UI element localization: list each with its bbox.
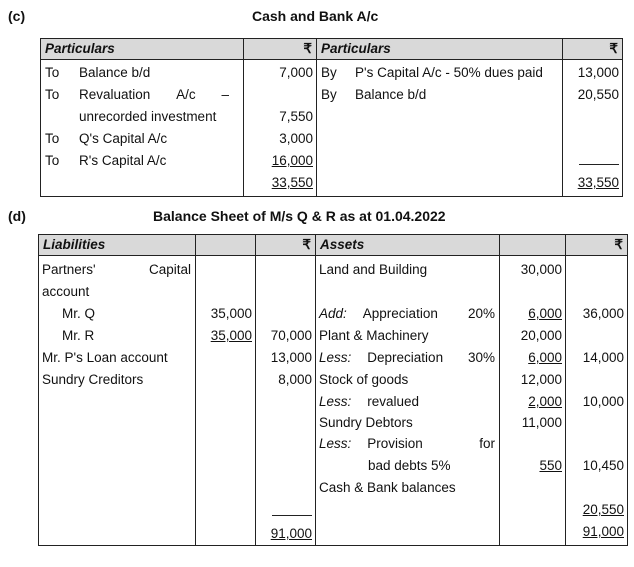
assets-outer-amounts <box>566 256 628 546</box>
asset-text: Sundry Debtors <box>319 415 413 430</box>
liabilities-total: 91,000 <box>270 526 312 541</box>
amount: 7,550 <box>279 109 313 124</box>
asset-text: Provision <box>367 436 423 451</box>
liabilities-outer-amounts <box>256 256 316 546</box>
entry-prefix: To <box>45 65 60 80</box>
asset-modifier: Add: <box>319 306 347 321</box>
amount: 70,000 <box>270 328 312 343</box>
rupee-icon: ₹ <box>563 39 623 60</box>
entry-text: Balance b/d <box>79 65 151 80</box>
liability-text: Mr. R <box>62 328 95 343</box>
entry-text: R's Capital A/c <box>79 153 167 168</box>
asset-text: Depreciation <box>367 350 444 365</box>
rupee-icon: ₹ <box>256 235 316 256</box>
amount: 14,000 <box>582 350 624 365</box>
amount: 2,000 <box>528 394 562 409</box>
entry-text: P's Capital A/c - 50% dues paid <box>355 65 543 80</box>
amount: 550 <box>539 458 562 473</box>
entry-prefix: By <box>321 87 337 102</box>
bs-body-row <box>39 256 628 546</box>
credit-particulars <box>317 60 563 197</box>
amount: 35,000 <box>210 306 252 321</box>
balance-sheet-title: Balance Sheet of M/s Q & R as at 01.04.2022 <box>153 208 446 224</box>
amount: 10,450 <box>582 458 624 473</box>
cash-header-row <box>41 39 623 60</box>
asset-text: Cash & Bank balances <box>319 480 456 495</box>
amount: 12,000 <box>520 372 562 387</box>
liability-text: Mr. Q <box>62 306 95 321</box>
amount: 13,000 <box>577 65 619 80</box>
asset-text: bad debts 5% <box>368 458 451 473</box>
assets-inner-amounts <box>500 256 566 546</box>
credit-total: 33,550 <box>577 175 619 190</box>
asset-text: 20% <box>467 306 495 321</box>
header-assets: Assets <box>316 235 500 256</box>
asset-modifier: Less: <box>319 350 352 365</box>
amount: 30,000 <box>520 262 562 277</box>
amount: 13,000 <box>270 350 312 365</box>
assets-total: 91,000 <box>582 524 624 539</box>
liability-text: account <box>42 284 90 299</box>
entry-text: unrecorded investment <box>79 109 217 124</box>
section-d-label: (d) <box>8 208 26 224</box>
amount: 6,000 <box>528 306 562 321</box>
entry-text: Balance b/d <box>355 87 427 102</box>
amount: 6,000 <box>528 350 562 365</box>
asset-text: Stock of goods <box>319 372 409 387</box>
asset-text: 30% <box>467 350 495 365</box>
balance-sheet-table <box>38 234 628 546</box>
total-rule <box>579 151 619 165</box>
amount: 20,550 <box>582 502 624 517</box>
cash-body-row <box>41 60 623 197</box>
amount: 35,000 <box>210 328 252 343</box>
asset-text: Land and Building <box>319 262 428 277</box>
liability-text: Capital <box>148 262 191 277</box>
assets-names <box>316 256 500 546</box>
bs-header-row <box>39 235 628 256</box>
liabilities-names <box>39 256 196 546</box>
amount: 16,000 <box>271 153 313 168</box>
debit-total: 33,550 <box>271 175 313 190</box>
entry-text: A/c <box>176 87 196 102</box>
liability-text: Sundry Creditors <box>42 372 144 387</box>
entry-text: Q's Capital A/c <box>79 131 168 146</box>
asset-text: revalued <box>367 394 420 409</box>
entry-prefix: To <box>45 87 60 102</box>
header-particulars-right: Particulars <box>317 39 563 60</box>
liability-text: Mr. P's Loan account <box>42 350 168 365</box>
liabilities-inner-amounts <box>196 256 256 546</box>
entry-prefix: By <box>321 65 337 80</box>
asset-text: Plant & Machinery <box>319 328 429 343</box>
entry-prefix: To <box>45 153 60 168</box>
amount: 10,000 <box>582 394 624 409</box>
entry-text: – <box>221 87 229 102</box>
rupee-icon: ₹ <box>244 39 317 60</box>
amount: 7,000 <box>279 65 313 80</box>
rupee-icon: ₹ <box>566 235 628 256</box>
asset-text: for <box>479 436 495 451</box>
cash-bank-title: Cash and Bank A/c <box>252 8 379 24</box>
cash-bank-account-table <box>40 38 623 197</box>
amount: 20,000 <box>520 328 562 343</box>
entry-prefix: To <box>45 131 60 146</box>
amount: 36,000 <box>582 306 624 321</box>
entry-text: Revaluation <box>79 87 151 102</box>
debit-amounts <box>244 60 317 197</box>
amount: 11,000 <box>521 415 562 430</box>
asset-text: Appreciation <box>362 306 438 321</box>
asset-modifier: Less: <box>319 394 352 409</box>
header-liabilities: Liabilities <box>39 235 196 256</box>
header-particulars-left: Particulars <box>41 39 244 60</box>
amount: 20,550 <box>577 87 619 102</box>
total-rule <box>272 502 312 516</box>
asset-modifier: Less: <box>319 436 352 451</box>
debit-particulars <box>41 60 244 197</box>
credit-amounts <box>563 60 623 197</box>
amount: 8,000 <box>278 372 312 387</box>
section-c-label: (c) <box>8 8 26 24</box>
liability-text: Partners' <box>42 262 96 277</box>
amount: 3,000 <box>279 131 313 146</box>
